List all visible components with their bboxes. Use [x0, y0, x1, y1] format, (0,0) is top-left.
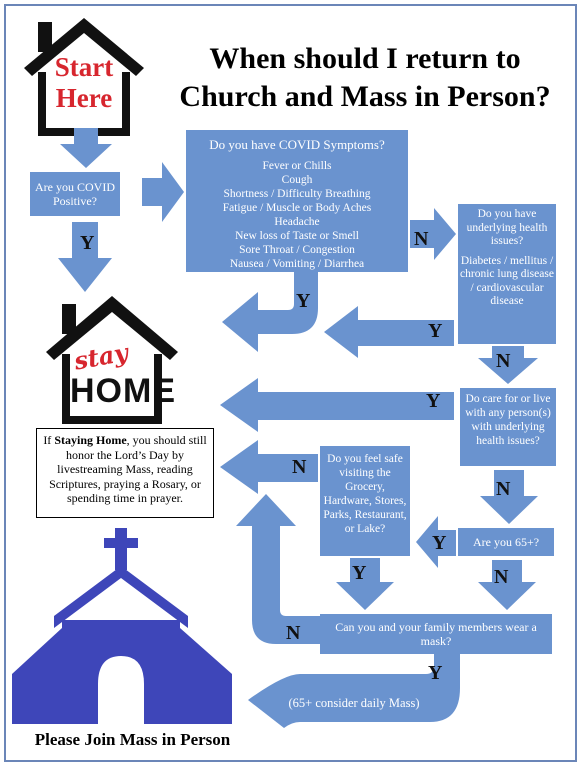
symptom-item: Cough: [281, 174, 313, 186]
home-word-text: HOME: [70, 372, 176, 410]
age-65-box: Are you 65+?: [458, 528, 554, 556]
symptom-item: Headache: [274, 216, 320, 228]
arrow-right-to-symptoms: [140, 160, 186, 226]
label-n-5: N: [494, 566, 509, 588]
symptoms-box: [186, 130, 408, 272]
safe-visiting-box: Do you feel safe visiting the Grocery, Hardware, Stores, Parks, Restaurant, or Lake?: [320, 446, 410, 556]
symptom-item: Nausea / Vomiting / Diarrhea: [229, 258, 365, 270]
covid-positive-box: Are you COVID Positive?: [30, 172, 120, 216]
underlying-examples: Diabetes / mellitus / chronic lung disease / cardiovascular disease: [460, 254, 554, 307]
note-bold: Staying Home: [54, 433, 127, 447]
label-y-1: Y: [80, 232, 95, 254]
arrow-down-start: [58, 128, 114, 170]
symptom-item: Shortness / Difficulty Breathing: [223, 188, 371, 200]
start-house-line1: Start: [54, 52, 114, 82]
stay-script-text: stay: [71, 337, 131, 376]
label-n-4: N: [496, 478, 511, 500]
symptom-item: Fever or Chills: [262, 160, 332, 172]
label-y-4: Y: [426, 390, 441, 412]
note-rest: , you should still honor the Lord’s Day by livestreaming Mass, reading Scriptures, praying a Rosary, or spending time in prayer.: [49, 433, 207, 505]
arrow-curve-mask-no: [232, 492, 324, 652]
underlying-question: Do you have underlying health issues?: [466, 208, 548, 247]
mask-box: Can you and your family members wear a mask?: [320, 614, 552, 654]
church-icon: [10, 524, 235, 726]
symptom-item: Sore Throat / Congestion: [239, 244, 355, 256]
label-n-2: N: [414, 228, 429, 250]
start-house-line2: Here: [55, 83, 113, 113]
bottom-caption: Please Join Mass in Person: [34, 730, 231, 749]
page-title: When should I return to Church and Mass in Person?: [179, 42, 551, 113]
care-for-box: Do care for or live with any person(s) with underlying health issues?: [460, 388, 556, 466]
label-n-3: N: [496, 350, 511, 372]
arrow-left-care-yes: [218, 376, 456, 434]
label-y-7: Y: [428, 662, 443, 684]
underlying-health-box: [458, 204, 556, 344]
staying-home-note: [36, 428, 214, 518]
label-n-7: N: [286, 622, 301, 644]
symptoms-question: Do you have COVID Symptoms?: [209, 137, 385, 152]
daily-mass-text: (65+ consider daily Mass): [288, 696, 420, 710]
label-y-2: Y: [296, 290, 311, 312]
label-n-6: N: [292, 456, 307, 478]
arrow-curve-symptoms-yes: [218, 272, 322, 358]
note-prefix: If: [43, 433, 55, 447]
label-y-5: Y: [432, 532, 447, 554]
label-y-3: Y: [428, 320, 443, 342]
label-y-6: Y: [352, 562, 367, 584]
symptom-item: New loss of Taste or Smell: [235, 230, 359, 242]
symptom-item: Fatigue / Muscle or Body Aches: [222, 202, 372, 214]
